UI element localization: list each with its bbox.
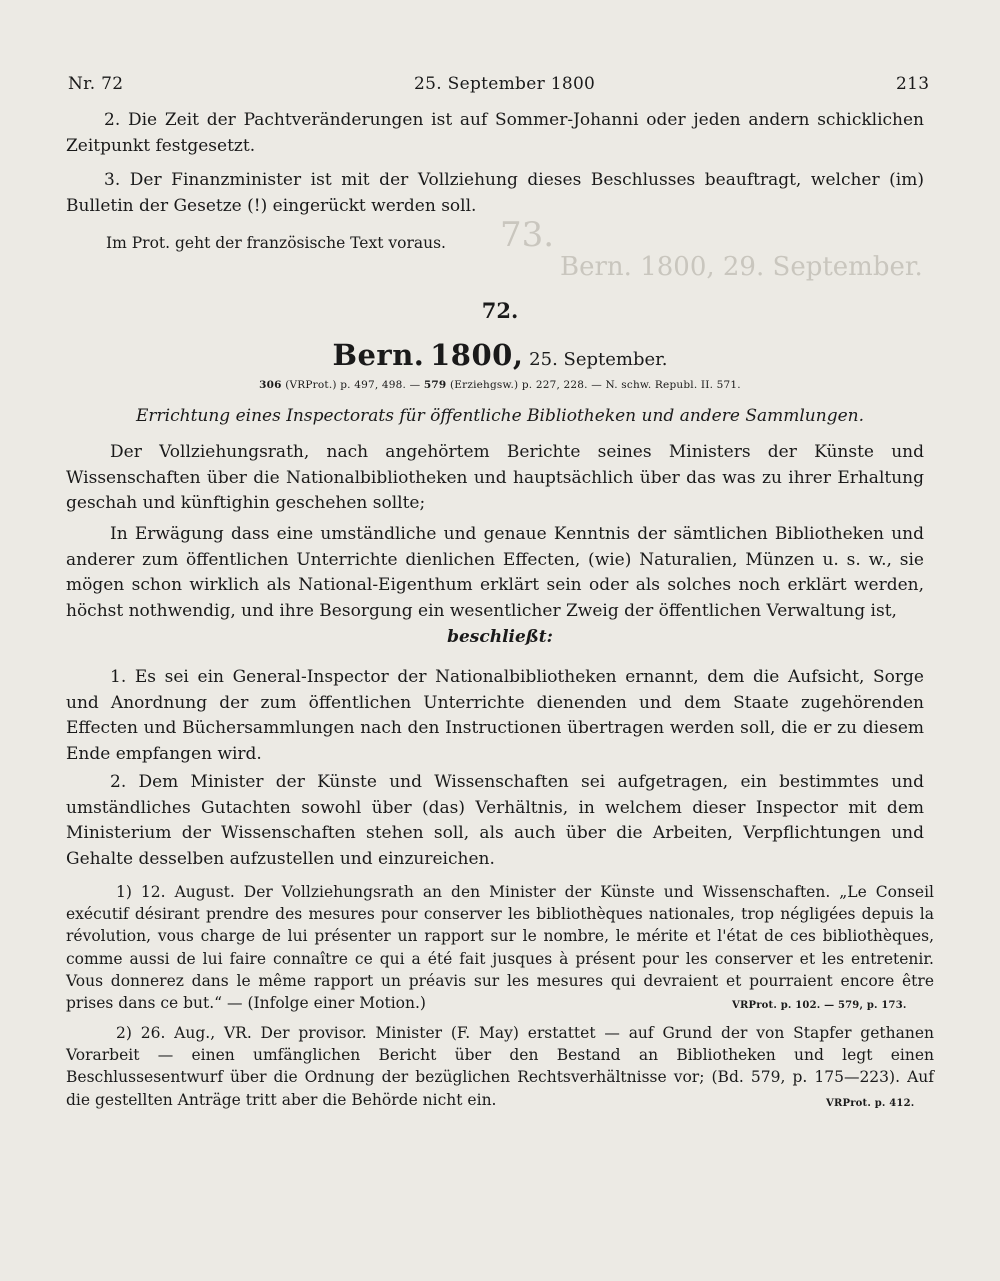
footnote-1 bbox=[66, 881, 934, 1014]
article-2 bbox=[66, 770, 924, 872]
footnote-2-source: VRProt. p. 412. bbox=[826, 1098, 915, 1109]
footnote-1-text: 1) 12. August. Der Vollziehungsrath an den Minister der Künste und Wissenschaften. „Le Conseil exécutif désirant prendre des mesures pour conserver les bibliothèques nationales, trop négligées depuis la révolution, vous charge de lui présenter un rapport sur le nombre, le mérite et l'état de ces bibliothèques, comme aussi de lui faire connaître ce qui a été fait jusques à présent pour les conserver et les entretenir. Vous donnerez dans le même rapport un préavis sur les mesures qui devraient et pourraient encore être prises dans ce but.“ — (Infolge einer Motion.) bbox=[66, 883, 934, 1013]
ref-b-text: (Erziehgsw.) p. 227, 228. — N. schw. Republ. II. 571. bbox=[449, 379, 741, 391]
document-year: 1800, bbox=[430, 338, 524, 372]
bleed-through-heading: Bern. 1800, 29. September. bbox=[560, 252, 923, 282]
article-2-text: 2. Dem Minister der Künste und Wissenschaften sei aufgetragen, ein bestimmtes und umständliches Gutachten sowohl über (das) Verhältnis, in welchem dieser Inspector mit dem Ministerium der Wissenschaften stehen soll, als auch über die Arbeiten, Verpflichtungen und Gehalte desselben aufzustellen und einzureichen. bbox=[66, 772, 924, 869]
document-number: 72. bbox=[481, 298, 519, 323]
paragraph-considering bbox=[66, 522, 924, 624]
footnote-2-text: 2) 26. Aug., VR. Der provisor. Minister (F. May) erstattet — auf Grund der von Stapfer gethanen Vorarbeit — einen umfänglichen Bericht über den Bestand an Bibliotheken und legt einen Beschlussesentwurf über die Ordnung der bezüglichen Rechtsverhältnisse vor; (Bd. 579, p. 175—223). Auf die gestellten Anträge tritt aber die Behörde nicht ein. bbox=[66, 1024, 934, 1109]
intro-note-text: Im Prot. geht der französische Text voraus. bbox=[106, 234, 446, 252]
intro-item-3 bbox=[66, 168, 924, 219]
ref-a-text: (VRProt.) p. 497, 498. — bbox=[285, 379, 424, 391]
document-references bbox=[0, 379, 1000, 391]
intro-item-2 bbox=[66, 108, 924, 159]
article-1 bbox=[66, 665, 924, 767]
document-title: Errichtung eines Inspectorats für öffentliche Bibliotheken und andere Sammlungen. bbox=[136, 406, 864, 426]
header-date: 25. September 1800 bbox=[414, 74, 596, 94]
article-1-text: 1. Es sei ein General-Inspector der Nationalbibliotheken ernannt, dem die Aufsicht, Sorge und Anordnung der zum öffentlichen Unterrichte dienenden und dem Staate zugehörenden Effecten und Büchersammlungen nach den Instructionen übertragen werden soll, die er zu diesem Ende empfangen wird. bbox=[66, 667, 924, 764]
header-page-number-left: Nr. 72 bbox=[68, 74, 124, 94]
footnote-2 bbox=[66, 1022, 934, 1111]
paragraph-considering-text: In Erwägung dass eine umständliche und genaue Kenntnis der sämtlichen Bibliotheken und anderer zum öffentlichen Unterrichte dienlichen Effecten, (wie) Naturalien, Münzen u. s. w., sie mögen schon wirklich als National-Eigenthum erklärt sein oder als solches noch erklärt werden, höchst nothwendig, und ihre Besorgung ein wesentlicher Zweig der öffentlichen Verwaltung ist, bbox=[66, 524, 924, 621]
intro-item-2-text: 2. Die Zeit der Pachtveränderungen ist auf Sommer-Johanni oder jeden andern schicklichen Zeitpunkt festgesetzt. bbox=[66, 110, 924, 156]
paragraph-preamble bbox=[66, 440, 924, 517]
resolution-heading: beschließt: bbox=[447, 627, 553, 647]
bleed-through-number: 73. bbox=[500, 215, 555, 255]
intro-item-3-text: 3. Der Finanzminister ist mit der Vollziehung dieses Beschlusses beauftragt, welcher (im) Bulletin der Gesetze (!) eingerückt werden soll. bbox=[66, 170, 924, 216]
footnote-1-source: VRProt. p. 102. — 579, p. 173. bbox=[732, 1000, 907, 1011]
paragraph-preamble-text: Der Vollziehungsrath, nach angehörtem Berichte seines Ministers der Künste und Wissenschaften über die Nationalbibliotheken und hauptsächlich über das was zu ihrer Erhaltung geschah und künftighin geschehen sollte; bbox=[66, 442, 924, 513]
ref-a-number: 306 bbox=[259, 379, 282, 391]
document-place-date bbox=[0, 338, 1000, 372]
intro-note bbox=[66, 231, 924, 257]
document-date: 25. September. bbox=[529, 349, 668, 370]
header-page-number-right: 213 bbox=[896, 74, 930, 94]
document-place: Bern. bbox=[332, 338, 425, 372]
ref-b-number: 579 bbox=[423, 379, 447, 391]
